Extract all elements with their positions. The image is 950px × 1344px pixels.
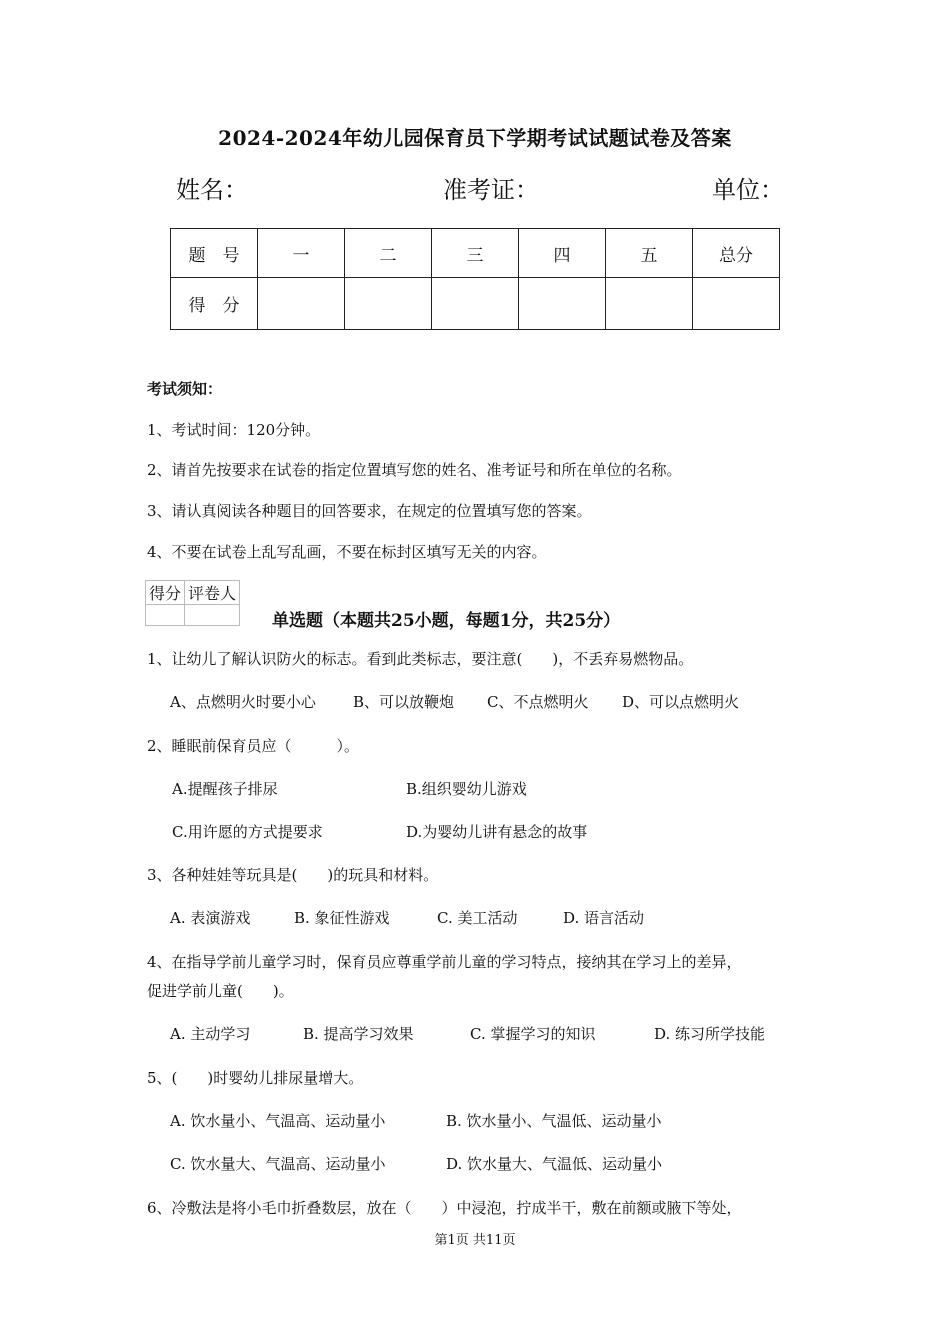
grader-box xyxy=(145,580,240,626)
grader-box-score-label: 得分 xyxy=(146,581,185,605)
score-table-score-row xyxy=(171,278,780,330)
question-5-option-d: D. 饮水量大、气温低、运动量小 xyxy=(446,1155,663,1173)
question-3-option-a: A. 表演游戏 xyxy=(170,909,251,927)
question-4-option-d: D. 练习所学技能 xyxy=(654,1025,766,1043)
question-5-option-b: B. 饮水量小、气温低、运动量小 xyxy=(446,1112,662,1130)
score-table-header-row xyxy=(171,229,780,278)
question-3-option-c: C. 美工活动 xyxy=(437,909,518,927)
question-5-option-a: A. 饮水量小、气温高、运动量小 xyxy=(170,1112,386,1130)
notice-item: 3、请认真阅读各种题目的回答要求，在规定的位置填写您的答案。 xyxy=(147,502,592,520)
score-input-cell xyxy=(258,278,345,330)
unit-field-label: 单位： xyxy=(712,176,784,204)
score-input-cell xyxy=(606,278,693,330)
section-title: 单选题（本题共25小题，每题1分，共25分） xyxy=(272,611,621,631)
name-field-label: 姓名： xyxy=(176,176,248,204)
score-input-cell xyxy=(693,278,780,330)
question-3-option-d: D. 语言活动 xyxy=(563,909,645,927)
question-1-option-b: B、可以放鞭炮 xyxy=(353,693,455,711)
question-4-option-a: A. 主动学习 xyxy=(170,1025,251,1043)
score-table-cell: 五 xyxy=(606,229,693,278)
question-1-stem: 1、让幼儿了解认识防火的标志。看到此类标志，要注意( )，不丢弃易燃物品。 xyxy=(147,650,694,668)
score-input-cell xyxy=(519,278,606,330)
score-table-cell: 得 分 xyxy=(171,278,258,330)
page-footer: 第1页 共11页 xyxy=(434,1233,516,1248)
question-1-option-c: C、不点燃明火 xyxy=(487,693,589,711)
grader-box-blank xyxy=(185,605,240,626)
question-4-option-b: B. 提高学习效果 xyxy=(303,1025,414,1043)
notice-item: 2、请首先按要求在试卷的指定位置填写您的姓名、准考证号和所在单位的名称。 xyxy=(147,461,682,479)
score-table-cell: 总分 xyxy=(693,229,780,278)
question-2-option-d: D.为婴幼儿讲有悬念的故事 xyxy=(406,823,588,841)
score-table-cell: 三 xyxy=(432,229,519,278)
notice-item: 1、考试时间：120分钟。 xyxy=(147,421,321,439)
question-6-stem: 6、冷敷法是将小毛巾折叠数层，放在（ ）中浸泡，拧成半干，敷在前额或腋下等处， xyxy=(147,1199,742,1217)
score-table-cell: 二 xyxy=(345,229,432,278)
question-2-option-a: A.提醒孩子排尿 xyxy=(172,780,278,798)
question-4-option-c: C. 掌握学习的知识 xyxy=(470,1025,596,1043)
score-input-cell xyxy=(432,278,519,330)
question-1-option-d: D、可以点燃明火 xyxy=(622,693,740,711)
score-table xyxy=(170,228,780,330)
question-2-option-b: B.组织婴幼儿游戏 xyxy=(406,780,527,798)
question-4-stem-continued: 促进学前儿童( )。 xyxy=(147,982,294,1000)
question-3-stem: 3、各种娃娃等玩具是( )的玩具和材料。 xyxy=(147,866,439,884)
question-2-stem: 2、睡眠前保育员应（ ）。 xyxy=(147,737,360,755)
question-2-option-c: C.用许愿的方式提要求 xyxy=(172,823,323,841)
question-1-option-a: A、点燃明火时要小心 xyxy=(170,693,316,711)
grader-box-grader-label: 评卷人 xyxy=(185,581,240,605)
score-table-cell: 一 xyxy=(258,229,345,278)
grader-box-blank xyxy=(146,605,185,626)
notice-heading: 考试须知： xyxy=(147,380,223,398)
score-input-cell xyxy=(345,278,432,330)
page-title: 2024-2024年幼儿园保育员下学期考试试题试卷及答案 xyxy=(218,126,732,150)
score-table-cell: 四 xyxy=(519,229,606,278)
exam-number-field-label: 准考证： xyxy=(443,176,539,204)
question-4-stem: 4、在指导学前儿童学习时，保育员应尊重学前儿童的学习特点，接纳其在学习上的差异， xyxy=(147,953,742,971)
question-3-option-b: B. 象征性游戏 xyxy=(294,909,390,927)
question-5-stem: 5、( )时婴幼儿排尿量增大。 xyxy=(147,1069,364,1087)
score-table-cell: 题 号 xyxy=(171,229,258,278)
question-5-option-c: C. 饮水量大、气温高、运动量小 xyxy=(170,1155,386,1173)
notice-item: 4、不要在试卷上乱写乱画，不要在标封区填写无关的内容。 xyxy=(147,543,547,561)
